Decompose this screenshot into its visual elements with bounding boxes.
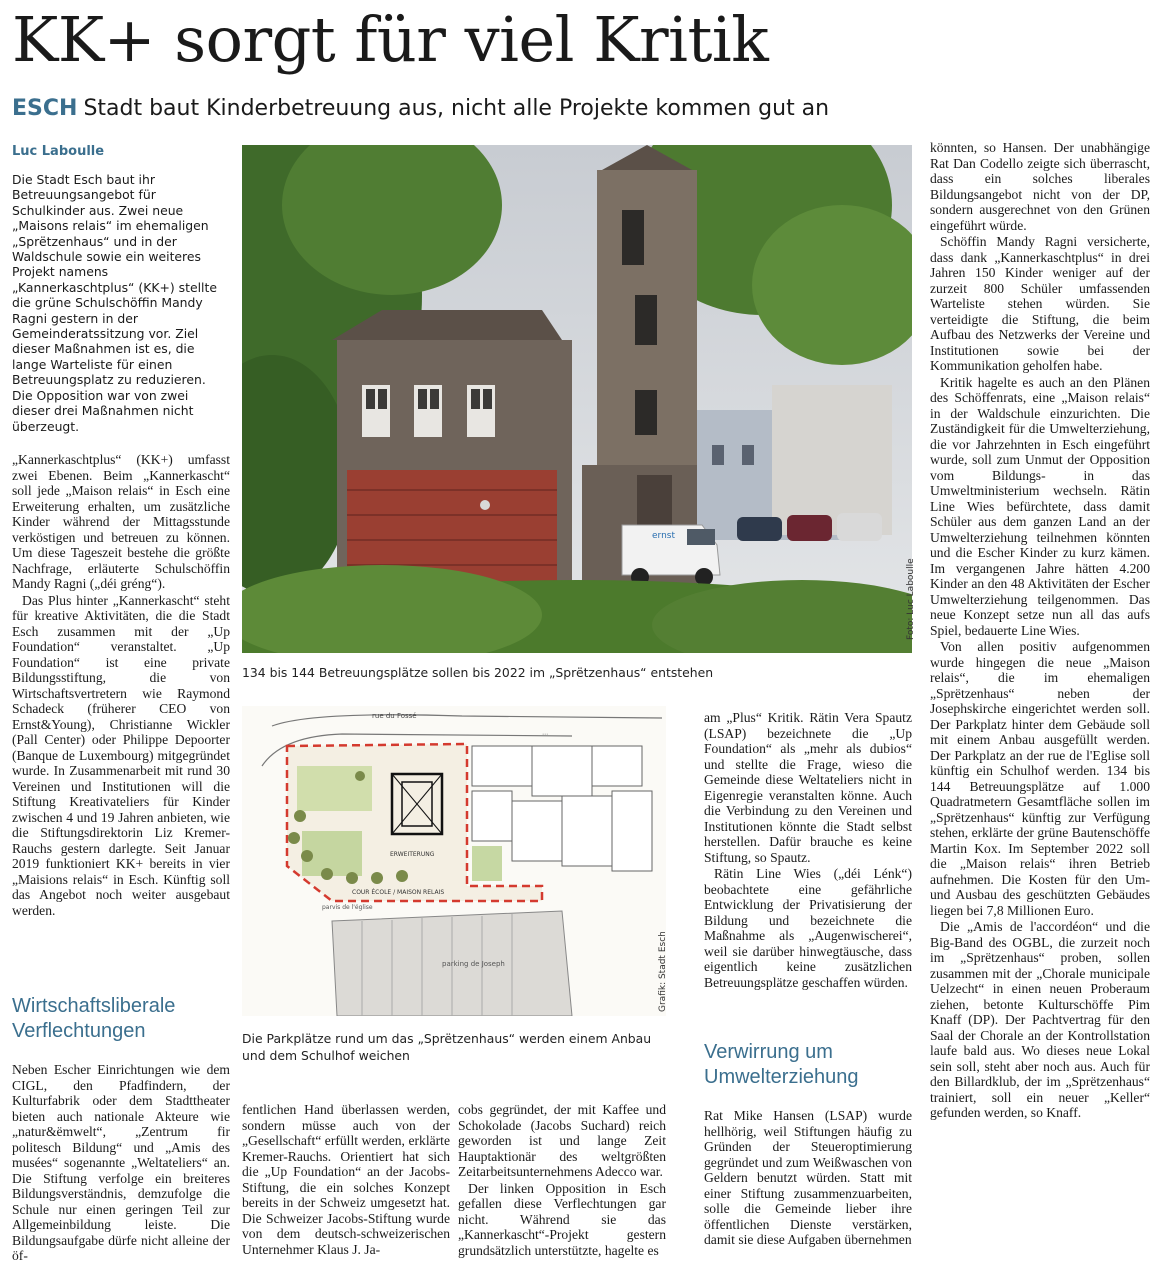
plan-label-court: COUR ÉCOLE / MAISON RELAIS [352, 889, 445, 896]
site-plan-graphic [242, 706, 666, 1016]
paragraph: Neben Escher Einrichtungen wie dem CIGL, den Pfadfindern, der Kulturfabrik oder dem Stadttheater bieten auch nationale Akteure wie „natur&ëmwelt“, „Zentrum fir politesch Bildung“ und „Amis des musées“ sogenannte „Weltateliers“ an. Die Stiftung verfolge ein breiteres Bildungsverständnis, demzufolge die Schule nur einen geringen Teil zur Allgemeinbildung leiste. Die Bildungsaufgabe dürfe nicht alleine der öf- [12, 1062, 230, 1263]
headline: KK+ sorgt für viel Kritik [12, 3, 769, 76]
subheadline [12, 94, 829, 124]
paragraph: könnten, so Hansen. Der unabhängige Rat Dan Codello zeigte sich überrascht, dass ein solches liberales Bildungsangebot nicht von der DP, sondern ausgerechnet von den Grünen eingeführt würde. [930, 140, 1150, 233]
photo-credit: Foto: Luc Laboulle [906, 558, 916, 640]
paragraph: Schöffin Mandy Ragni versicherte, dass dank „Kannerkaschtplus“ in drei Jahren 150 Kinder weniger auf der zurzeit 800 Schüler umfassenden Warteliste stehen würden. Sie verteidigte die Stiftung, die beim Aufbau des Netzwerks der Vereine und Institutionen sowie bei der Kommunikation geholfen habe. [930, 234, 1150, 373]
paragraph: cobs gegründet, der mit Kaffee und Schokolade (Jacobs Suchard) reich geworden ist und lange Zeit Hauptaktionär des weltgrößten Zeitarbeitsunternehmens Adecco war. [458, 1102, 666, 1179]
plan-label-parking: parking de Joseph [442, 960, 505, 968]
column-1-body-continued [12, 1062, 230, 1265]
svg-text:⋯: ⋯ [542, 731, 548, 738]
paragraph: Rätin Line Wies („déi Lénk“) beobachtete eine gefährliche Entwicklung der Privatisierung der Bildung und bezeichnete die Maßnahme als „Augenwischerei“, weil sie darüber hinwegtäusche, dass eigentlich keine zusätzlichen Betreuungsplätze geschaffen würden. [704, 866, 912, 990]
van-label: ernst [652, 531, 676, 541]
paragraph: Kritik hagelte es auch an den Plänen des Schöffenrats, eine „Maison relais“ in der Waldschule einzurichten. Die Zuständigkeit für die Umwelterziehung, die vor Jahrzehnten in Esch eingeführt wurde, soll zum Unmut der Opposition vom Bildungs- in das Umweltministerium wechseln. Rätin Line Wies befürchtete, dass damit Schüler aus dem ganzen Land an der Umwelterziehung teilnehmen könnten und die Escher Kinder zu kurz kämen. Im vergangenen Jahre hätten 4.200 Kinder an den 48 Aktivitäten der Escher Umwelterziehung teilgenommen. Das neue Konzept setze nun all das aufs Spiel, bedauerte Line Wies. [930, 374, 1150, 638]
column-4-body [704, 710, 912, 991]
subheading-2: Verwirrung um Umwelterziehung [704, 1041, 859, 1088]
column-4-body-continued [704, 1108, 912, 1249]
plan-label-building: ERWEITERUNG [390, 851, 435, 858]
column-3-body [458, 1102, 666, 1259]
lead-paragraph: Die Stadt Esch baut ihr Betreuungsangebot für Schulkinder aus. Zwei neue „Maisons relais“ im ehemaligen „Sprëtzenhaus“ und in der Waldschule sowie ein weiteres Projekt namens „Kannerkaschtplus“ (KK+) stellte die grüne Schulschöffin Mandy Ragni gestern in der Gemeinderatssitzung vor. Ziel dieser Maßnahmen ist es, die lange Warteliste für einen Betreuungsplatz zu reduzieren. Die Opposition war von zwei dieser drei Maßnahmen nicht überzeugt. [12, 172, 217, 434]
plan-label-church: parvis de l'église [322, 904, 373, 911]
column-2-body [242, 1102, 450, 1258]
photo-spretzenhaus [242, 145, 912, 653]
plan-label-street: rue du Fossé [372, 712, 417, 720]
paragraph: „Kannerkaschtplus“ (KK+) umfasst zwei Ebenen. Beim „Kannerkascht“ soll jede „Maison relais“ in Esch eine Erweiterung erhalten, um zusätzliche Kinder während der Mittagsstunde verköstigen und betreuen zu können. Um diese Tageszeit bestehe die größte Nachfrage, erläuterte Schulschöffin Mandy Ragni („déi gréng“). [12, 452, 230, 591]
paragraph: Rat Mike Hansen (LSAP) wurde hellhörig, weil Stiftungen häufig zu Gründen der Steueroptimierung gegründet und zum Weißwaschen von Geldern benutzt würden. Statt mit einer Stiftung zusammenzuarbeiten, solle die Gemeinde lieber ihre öffentlichen Dienste verstärken, damit sie diese Aufgaben übernehmen [704, 1108, 912, 1247]
paragraph: Der linken Opposition in Esch gefallen diese Verflechtungen gar nicht. Während sie das „Kannerkascht“-Projekt gestern grundsätzlich unterstützte, hagelte es [458, 1180, 666, 1258]
author-byline: Luc Laboulle [12, 144, 105, 159]
paragraph: Die „Amis de l'accordéon“ und die Big-Band des OGBL, die zurzeit noch im „Sprëtzenhaus“ proben, sollen zusammen mit der „Chorale municipale Uelzecht“ in einen neuen Proberaum ziehen, betonte Kulturschöffe Pim Knaff (DP). Der Pachtvertrag für den Saal der Chorale an der Kontrollstation laufe bald aus. Wo dieses neue Lokal sein soll, steht aber noch aus. Auch für den Billardklub, der im „Sprëtzenhaus“ trainiert, soll ein neuer „Keller“ gefunden werden, so Knaff. [930, 919, 1150, 1120]
paragraph: am „Plus“ Kritik. Rätin Vera Spautz (LSAP) bezeichnete die „Up Foundation“ als „mehr als dubios“ und stellte die Frage, wieso die Gemeinde diese Weltateliers nicht in Eigenregie veranstalten könne. Auch die Verbindung zu den Vereinen und Institutionen könnte die Stadt selbst herstellen. Dafür brauche es keine Stiftung, so Spautz. [704, 710, 912, 865]
column-1-body [12, 452, 230, 919]
photo-caption: 134 bis 144 Betreuungsplätze sollen bis 2022 im „Sprëtzenhaus“ entstehen [242, 665, 714, 680]
subheading-1: Wirtschaftsliberale Verflechtungen [12, 995, 176, 1042]
subheadline-text: Stadt baut Kinderbetreuung aus, nicht alle Projekte kommen gut an [83, 96, 830, 121]
paragraph: Das Plus hinter „Kannerkascht“ steht für kreative Aktivitäten, die die Stadt Esch zusammen mit der „Up Foundation“ veranstaltet. „Up Foundation“ ist eine private Bildungsstiftung, die von Wirtschaftsvertretern wie Raymond Schadeck (früherer CEO von Ernst&Young), Christianne Wickler (Pall Center) oder Philippe Depoorter (Banque de Luxembourg) mitgegründet wurde. In Zusammenarbeit mit rund 30 Vereinen und Institutionen will die Stiftung Kreativateliers für Kinder zwischen 4 und 19 Jahren anbieten, wie die Stiftungsdirektorin Liz Kremer-Rauchs gestern darlegte. Seit Januar 2019 funktioniert KK+ bereits in vier „Maisions relais“ in Esch. Künftig soll das Angebot noch weiter ausgebaut werden. [12, 592, 230, 918]
plan-caption: Die Parkplätze rund um das „Sprëtzenhaus“ werden einem Anbau und dem Schulhof weichen [242, 1031, 652, 1063]
column-5-body [930, 140, 1150, 1122]
paragraph: Von allen positiv aufgenommen wurde hingegen die neue „Maison relais“, die im ehemaligen „Sprëtzenhaus“ neben der Josephskirche eingerichtet werden soll. Der Parkplatz hinter dem Gebäude soll mit einem Anbau ausgefüllt werden. Der Parkplatz an der rue de l'Eglise soll künftig ein Schulhof werden. 134 bis 144 Betreuungsplätze auf 1.000 Quadratmetern Gesamtfläche sollen im „Sprëtzenhaus“ künftig zur Verfügung stehen, erklärte der grüne Bautenschöffe Martin Kox. Im September 2022 soll die „Maison relais“ ihren Betrieb aufnehmen. Die Kosten für den Um- und Ausbau des geschützten Gebäudes liegen bei 7,8 Millionen Euro. [930, 639, 1150, 918]
plan-credit: Grafik: Stadt Esch [658, 931, 668, 1012]
paragraph: fentlichen Hand überlassen werden, sondern müsse auch von der „Gesellschaft“ erfüllt werden, erklärte Kremer-Rauchs. Orientiert hat sich die „Up Foundation“ an der Jacobs-Stiftung, die ein solches Konzept bereits in der Schweiz umgesetzt hat. Die Schweizer Jacobs-Stiftung wurde von dem deutsch-schweizerischen Unternehmer Klaus J. Ja- [242, 1102, 450, 1257]
kicker: ESCH [12, 96, 78, 121]
